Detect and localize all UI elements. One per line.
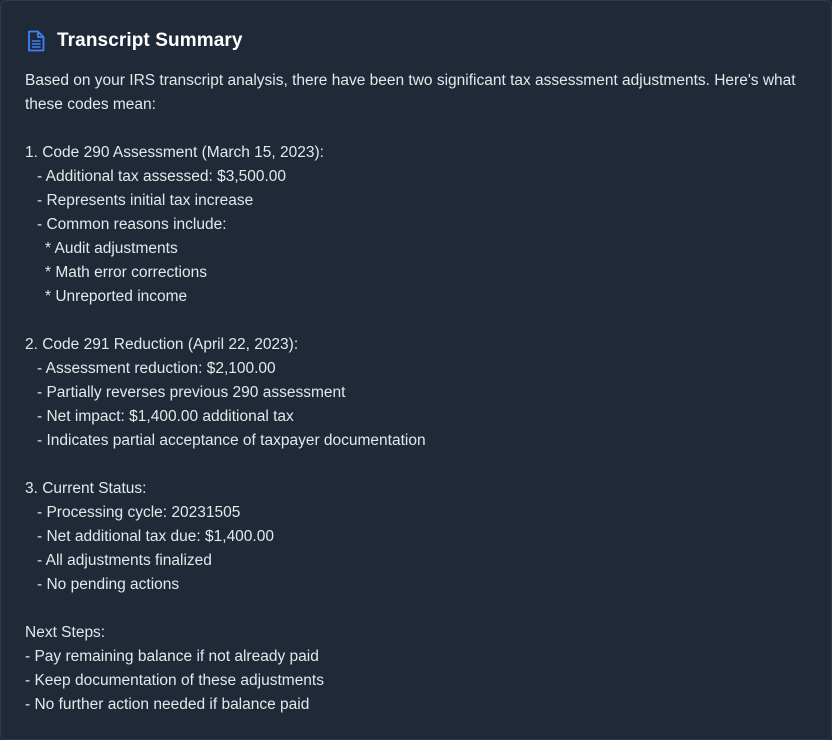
list-item: - Assessment reduction: $2,100.00: [37, 360, 276, 377]
list-item: - Net additional tax due: $1,400.00: [37, 528, 274, 545]
summary-body: [25, 69, 809, 717]
document-icon: [25, 29, 47, 53]
summary-header: [25, 28, 243, 54]
sub-list-item: * Audit adjustments: [45, 240, 178, 257]
list-item: - Net impact: $1,400.00 additional tax: [37, 408, 294, 425]
section-heading: 3. Current Status:: [25, 480, 147, 497]
list-item: - All adjustments finalized: [37, 552, 212, 569]
list-item: - Indicates partial acceptance of taxpayer documentation: [37, 432, 426, 449]
list-item: - Keep documentation of these adjustments: [25, 672, 324, 689]
intro-text: Based on your IRS transcript analysis, there have been two significant tax assessment adjustments. Here's what these codes mean:: [25, 72, 796, 113]
sub-list-item: * Math error corrections: [45, 264, 207, 281]
list-item: - Common reasons include:: [37, 216, 227, 233]
section-heading: Next Steps:: [25, 624, 106, 641]
list-item: - Pay remaining balance if not already paid: [25, 648, 319, 665]
section-code-291: [25, 333, 809, 453]
section-heading: 2. Code 291 Reduction (April 22, 2023):: [25, 336, 299, 353]
section-heading: 1. Code 290 Assessment (March 15, 2023):: [25, 144, 324, 161]
section-current-status: [25, 477, 809, 597]
list-item: - Processing cycle: 20231505: [37, 504, 241, 521]
list-item: - Partially reverses previous 290 assessment: [37, 384, 346, 401]
list-item: - Represents initial tax increase: [37, 192, 254, 209]
sub-list-item: * Unreported income: [45, 288, 188, 305]
page-title: Transcript Summary: [57, 30, 243, 51]
list-item: - No further action needed if balance paid: [25, 696, 310, 713]
list-item: - Additional tax assessed: $3,500.00: [37, 168, 287, 185]
list-item: - No pending actions: [37, 576, 180, 593]
section-code-290: [25, 141, 809, 309]
section-next-steps: [25, 621, 809, 717]
